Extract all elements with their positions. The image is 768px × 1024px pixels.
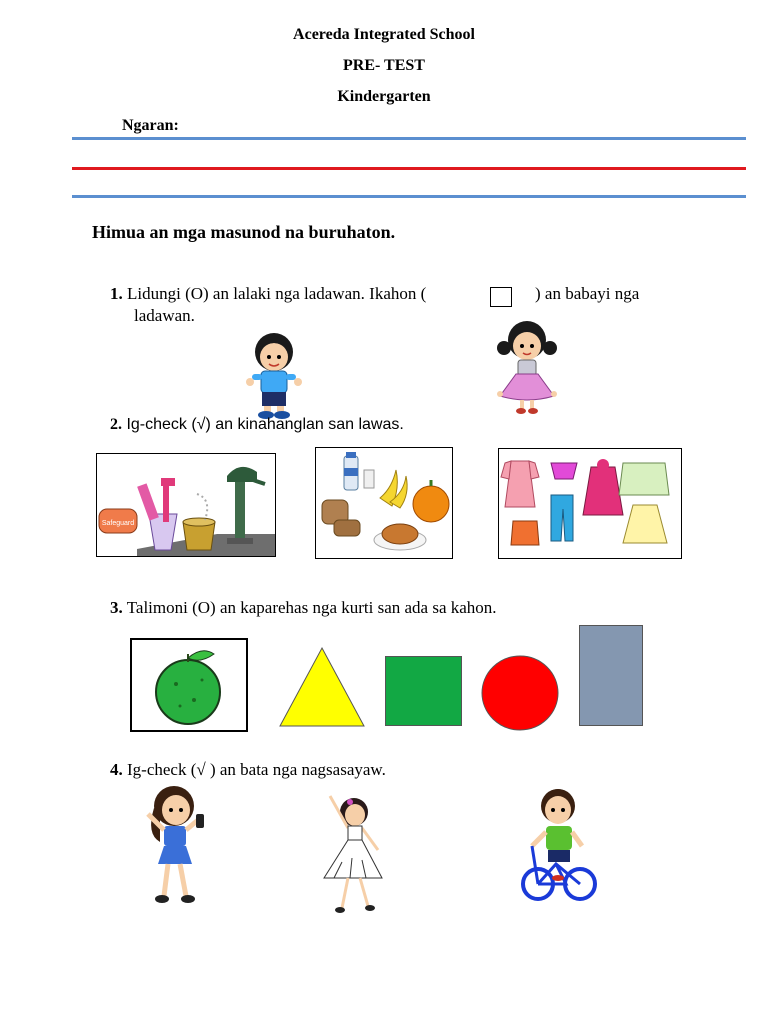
name-label: Ngaran: [122, 117, 179, 134]
girl-image[interactable] [496, 318, 558, 414]
question-number: 2. [110, 416, 122, 433]
question-number: 3. [110, 598, 123, 617]
writing-line-top [72, 137, 746, 140]
boy-image[interactable] [244, 330, 304, 420]
question-text: Ig-check (√ ) an bata nga nagsasayaw. [127, 760, 386, 779]
instructions: Himua an mga masunod na buruhaton. [92, 222, 396, 242]
question-text: Ig-check (√) an kinahanglan san lawas. [126, 416, 404, 433]
question-2 [110, 416, 404, 434]
question-text: Talimoni (O) an kaparehas nga kurti san ada sa kahon. [126, 598, 497, 617]
boy-biking-image[interactable] [518, 780, 598, 904]
soap-label: Safeguard [101, 520, 135, 527]
writing-line-bottom [72, 195, 746, 198]
singing-girl-image[interactable] [136, 784, 216, 906]
question-4 [110, 760, 386, 780]
hygiene-items-image[interactable] [96, 453, 276, 557]
question-text: Lidungi (O) an lalaki nga ladawan. Ikahon ( [127, 284, 427, 303]
circle-shape[interactable] [480, 654, 560, 732]
answer-box-icon [490, 287, 512, 307]
triangle-shape[interactable] [278, 646, 366, 728]
dancing-girl-image[interactable] [320, 790, 386, 916]
question-number: 1. [110, 284, 123, 303]
clothes-items-image[interactable] [498, 448, 682, 559]
square-shape[interactable] [385, 656, 462, 726]
rectangle-shape[interactable] [579, 625, 643, 726]
writing-line-middle [72, 167, 746, 170]
question-1-line2: ladawan. [134, 306, 195, 325]
school-name: Acereda Integrated School [293, 26, 475, 43]
test-title: PRE- TEST [343, 57, 425, 74]
question-3 [110, 598, 497, 618]
food-items-image[interactable] [315, 447, 453, 559]
orange-reference-box [130, 638, 248, 732]
question-number: 4. [110, 760, 123, 779]
grade-level: Kindergarten [337, 88, 431, 105]
question-1-continued: ) an babayi nga [535, 284, 640, 303]
